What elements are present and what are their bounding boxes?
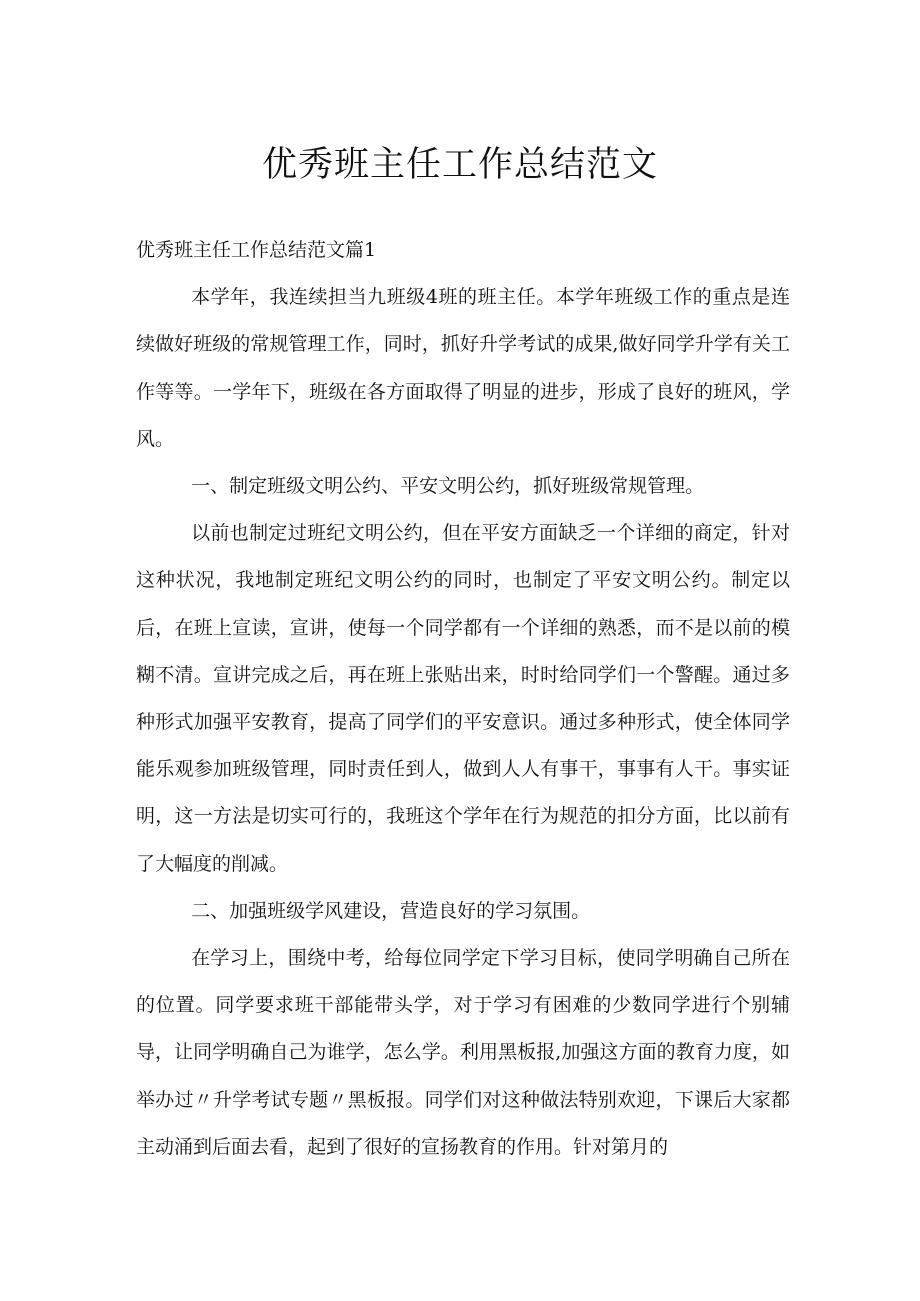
paragraph-study-atmosphere: 在学习上，围绕中考，给每位同学定下学习目标，使同学明确自己所在的位置。同学要求班干部能带头学，对于学习有困难的少数同学进行个别辅导，让同学明确自己为谁学，怎么学。利用黑板报,加强这方面的教育力度，如举办过〃升学考试专题〃黑板报。同学们对这种做法特别欢迎，下课后大家都主动涌到后面去看，起到了很好的宣扬教育的作用。针对第月的 <box>136 947 790 1158</box>
document-title: 优秀班主任工作总结范文 <box>261 145 658 185</box>
paragraph-safety-rules: 以前也制定过班纪文明公约，但在平安方面缺乏一个详细的商定，针对这种状况，我地制定班纪文明公约的同时，也制定了平安文明公约。制定以后，在班上宣读，宣讲，使每一个同学都有一个详细的熟悉，而不是以前的模糊不清。宣讲完成之后，再在班上张贴出来，时时给同学们一个警醒。通过多种形式加强平安教育，提高了同学们的平安意识。通过多种形式，使全体同学能乐观参加班级管理，同时责任到人，做到人人有事干，事事有人干。事实证明，这一方法是切实可行的，我班这个学年在行为规范的扣分方面，比以前有了大幅度的削减。 <box>136 522 790 875</box>
paragraph-intro: 本学年，我连续担当九班级4班的班主任。本学年班级工作的重点是连续做好班级的常规管理工作，同时，抓好升学考试的成果,做好同学升学有关工作等等。一学年下，班级在各方面取得了明显的进步，形成了良好的班风，学风。 <box>136 286 790 450</box>
section-heading-two: 二、加强班级学风建设，营造良好的学习氛围。 <box>191 899 591 922</box>
section-heading-one: 一、制定班级文明公约、平安文明公约，抓好班级常规管理。 <box>191 475 705 498</box>
section-heading: 优秀班主任工作总结范文篇1 <box>136 239 377 261</box>
document-body <box>136 227 790 1171</box>
